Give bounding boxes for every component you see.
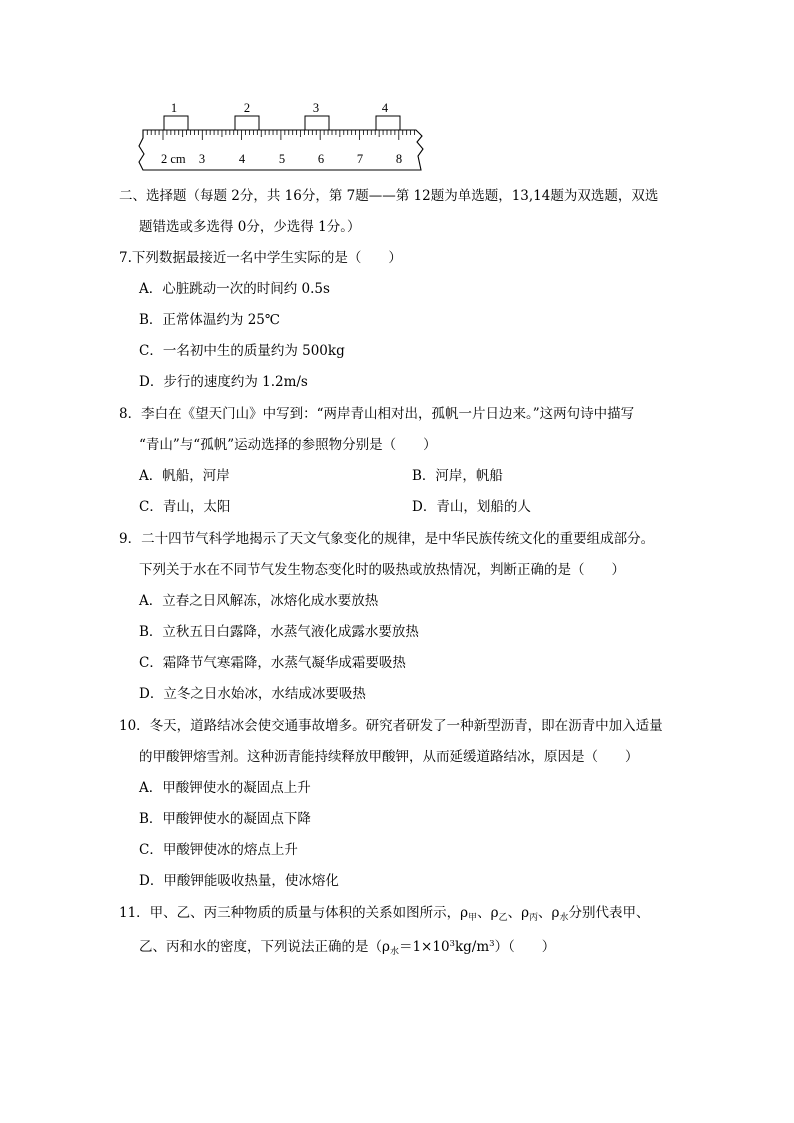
q10-option-a: A．甲酸钾使水的凝固点上升: [139, 780, 311, 796]
ruler-block-3: [305, 116, 329, 130]
q11-stem-line2: [139, 935, 555, 961]
q11-text: 11．甲、乙、丙三种物质的质量与体积的关系如图所示，ρ: [119, 905, 469, 921]
q11-text: 乙、丙和水的密度，下列说法正确的是（ρ: [139, 939, 390, 955]
q7-option-c: C．一名初中生的质量约为 500kg: [139, 343, 345, 359]
ruler-scale-label: 7: [356, 152, 364, 166]
q9-option-a: A．立春之日风解冻，冰熔化成水要放热: [139, 593, 379, 609]
q10-option-b: B．甲酸钾使水的凝固点下降: [139, 811, 311, 827]
ruler-block-label: 2: [243, 101, 251, 115]
ruler-block-4: [376, 116, 400, 130]
q9-stem-line2: 下列关于水在不同节气发生物态变化时的吸热或放热情况，判断正确的是（ ）: [139, 562, 625, 578]
section-header-line1: 二、选择题（每题 2分，共 16分，第 7题——第 12题为单选题，13,14题为双选题，双选: [119, 188, 659, 204]
q11-text: 、ρ: [538, 905, 560, 921]
ruler-scale-label: 4: [238, 152, 246, 166]
q9-option-d: D．立冬之日水始冰，水结成冰要吸热: [139, 686, 366, 702]
q10-option-d: D．甲酸钾能吸收热量，使冰熔化: [139, 873, 339, 889]
ruler-block-1: [164, 116, 188, 130]
q7-option-b: B．正常体温约为 25℃: [139, 312, 280, 328]
q8-option-b: B．河岸，帆船: [412, 468, 503, 484]
ruler-unit-label: 2 cm: [161, 152, 186, 166]
q11-text: 、ρ: [477, 905, 499, 921]
ruler-scale-label: 5: [278, 152, 286, 166]
q7-stem: 7.下列数据最接近一名中学生实际的是（ ）: [119, 250, 402, 266]
q11-subscript: 丙: [529, 913, 539, 923]
ruler-block-label: 4: [381, 101, 389, 115]
q11-stem-line1: [119, 904, 650, 927]
section-header-line2: 题错选或多选得 0分，少选得 1分。）: [139, 219, 361, 235]
ruler-block-label: 3: [312, 101, 320, 115]
q8-stem-line1: 8．李白在《望天门山》中写到：“两岸青山相对出，孤帆一片日边来。”这两句诗中描写: [119, 406, 635, 422]
q11-text: kg/m: [454, 939, 490, 955]
ruler-scale-label: 8: [395, 152, 403, 166]
q11-text: ＝1×10: [398, 939, 450, 955]
q8-option-c: C．青山，太阳: [139, 499, 231, 515]
ruler-scale-label: 6: [317, 152, 325, 166]
ruler-block-2: [235, 116, 259, 130]
q8-option-a: A．帆船，河岸: [139, 468, 230, 484]
q10-stem-line2: 的甲酸钾熔雪剂。这种沥青能持续释放甲酸钾，从而延缓道路结冰，原因是（ ）: [139, 749, 639, 765]
q7-option-d: D．步行的速度约为 1.2m/s: [139, 374, 308, 390]
ruler-scale-label: 3: [198, 152, 206, 166]
q11-subscript: 甲: [468, 913, 478, 923]
ruler-figure: [136, 96, 428, 172]
q11-text: ）（ ）: [494, 939, 556, 955]
q11-text: 、ρ: [507, 905, 530, 921]
q11-subscript: 水: [389, 947, 399, 957]
q7-option-a: A．心脏跳动一次的时间约 0.5s: [139, 281, 330, 297]
q9-stem-line1: 9．二十四节气科学地揭示了天文气象变化的规律，是中华民族传统文化的重要组成部分。: [119, 531, 655, 547]
q10-option-c: C．甲酸钾使冰的熔点上升: [139, 842, 298, 858]
q11-superscript: 3: [489, 939, 495, 949]
q10-stem-line1: 10．冬天，道路结冰会使交通事故增多。研究者研发了一种新型沥青，即在沥青中加入适量: [119, 718, 663, 734]
q8-option-d: D．青山，划船的人: [412, 499, 531, 515]
q11-subscript: 水: [559, 913, 569, 923]
q8-stem-line2: “青山”与“孤帆”运动选择的参照物分别是（ ）: [139, 437, 437, 453]
ruler-block-label: 1: [170, 101, 178, 115]
q9-option-c: C．霜降节气寒霜降，水蒸气凝华成霜要吸热: [139, 655, 406, 671]
q11-superscript: 3: [449, 939, 455, 949]
q11-subscript: 乙: [498, 913, 508, 923]
q11-text: 分别代表甲、: [568, 905, 650, 921]
q9-option-b: B．立秋五日白露降，水蒸气液化成露水要放热: [139, 624, 419, 640]
